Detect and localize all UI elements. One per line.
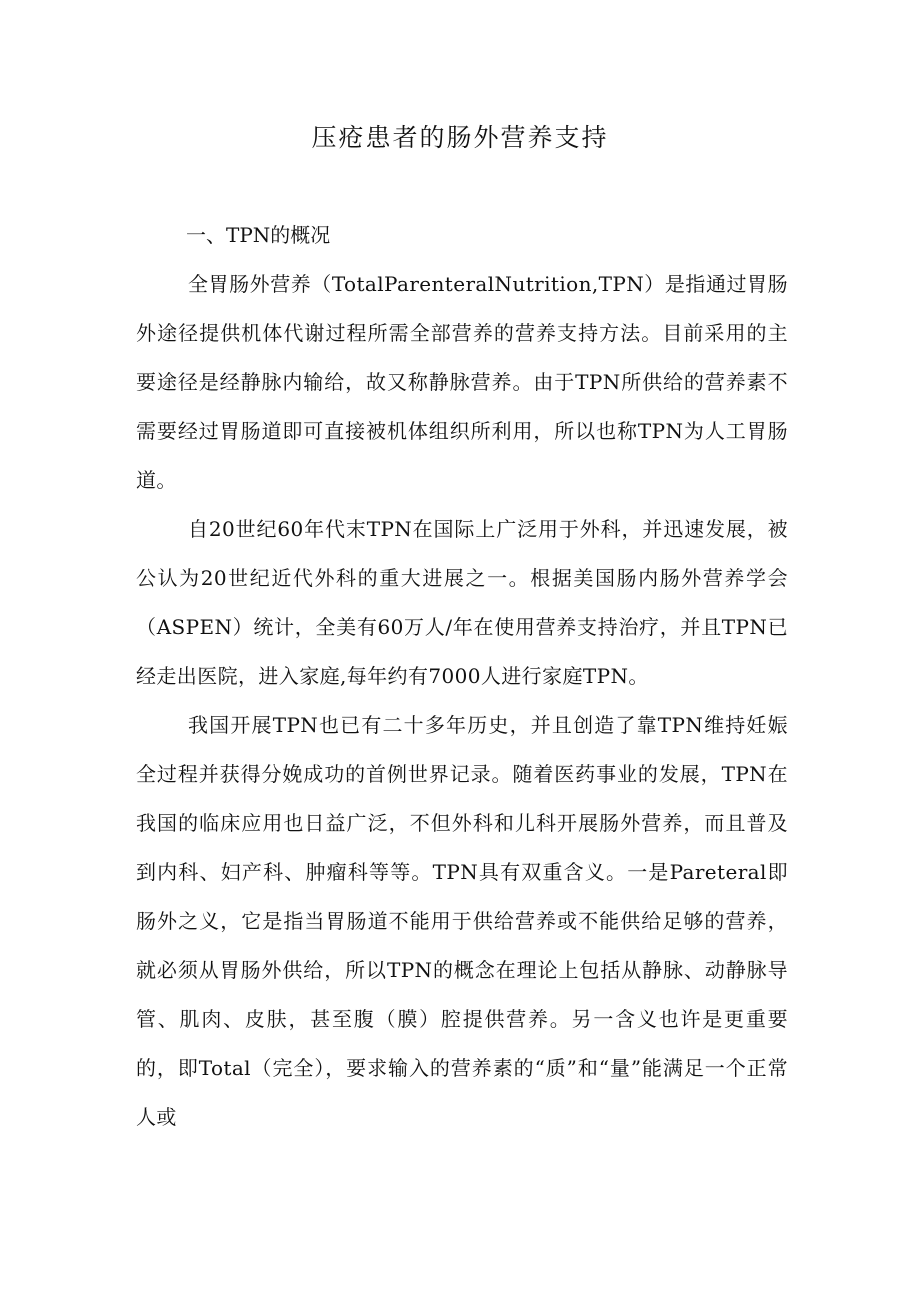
- paragraph-tpn-china: 我国开展TPN也已有二十多年历史，并且创造了靠TPN维持妊娠全过程并获得分娩成功的首例世界记录。随着医药事业的发展，TPN在我国的临床应用也日益广泛，不但外科和儿科开展肠外营养，而且普及到内科、妇产科、肿瘤科等等。TPN具有双重含义。一是Pareteral即肠外之义，它是指当胃肠道不能用于供给营养或不能供给足够的营养，就必须从胃肠外供给，所以TPN的概念在理论上包括从静脉、动静脉导管、肌肉、皮肤，甚至腹（膜）腔提供营养。另一含义也许是更重要的，即Total（完全），要求输入的营养素的“质”和“量”能满足一个正常人或: [136, 713, 788, 1129]
- paragraph-tpn-history: 自20世纪60年代末TPN在国际上广泛用于外科，并迅速发展，被公认为20世纪近代外科的重大进展之一。根据美国肠内肠外营养学会（ASPEN）统计，全美有60万人/年在使用营养支持治疗，并且TPN已经走出医院，进入家庭,每年约有7000人进行家庭TPN。: [136, 517, 788, 688]
- section-heading: 一、TPN的概况: [186, 223, 331, 247]
- paragraph-tpn-definition: 全胃肠外营养（TotalParenteralNutrition,TPN）是指通过胃肠外途径提供机体代谢过程所需全部营养的营养支持方法。目前采用的主要途径是经静脉内输给，故又称静脉营养。由于TPN所供给的营养素不需要经过胃肠道即可直接被机体组织所利用，所以也称TPN为人工胃肠道。: [136, 272, 788, 492]
- document-body: [136, 210, 788, 1142]
- page-title: 压疮患者的肠外营养支持: [311, 123, 609, 152]
